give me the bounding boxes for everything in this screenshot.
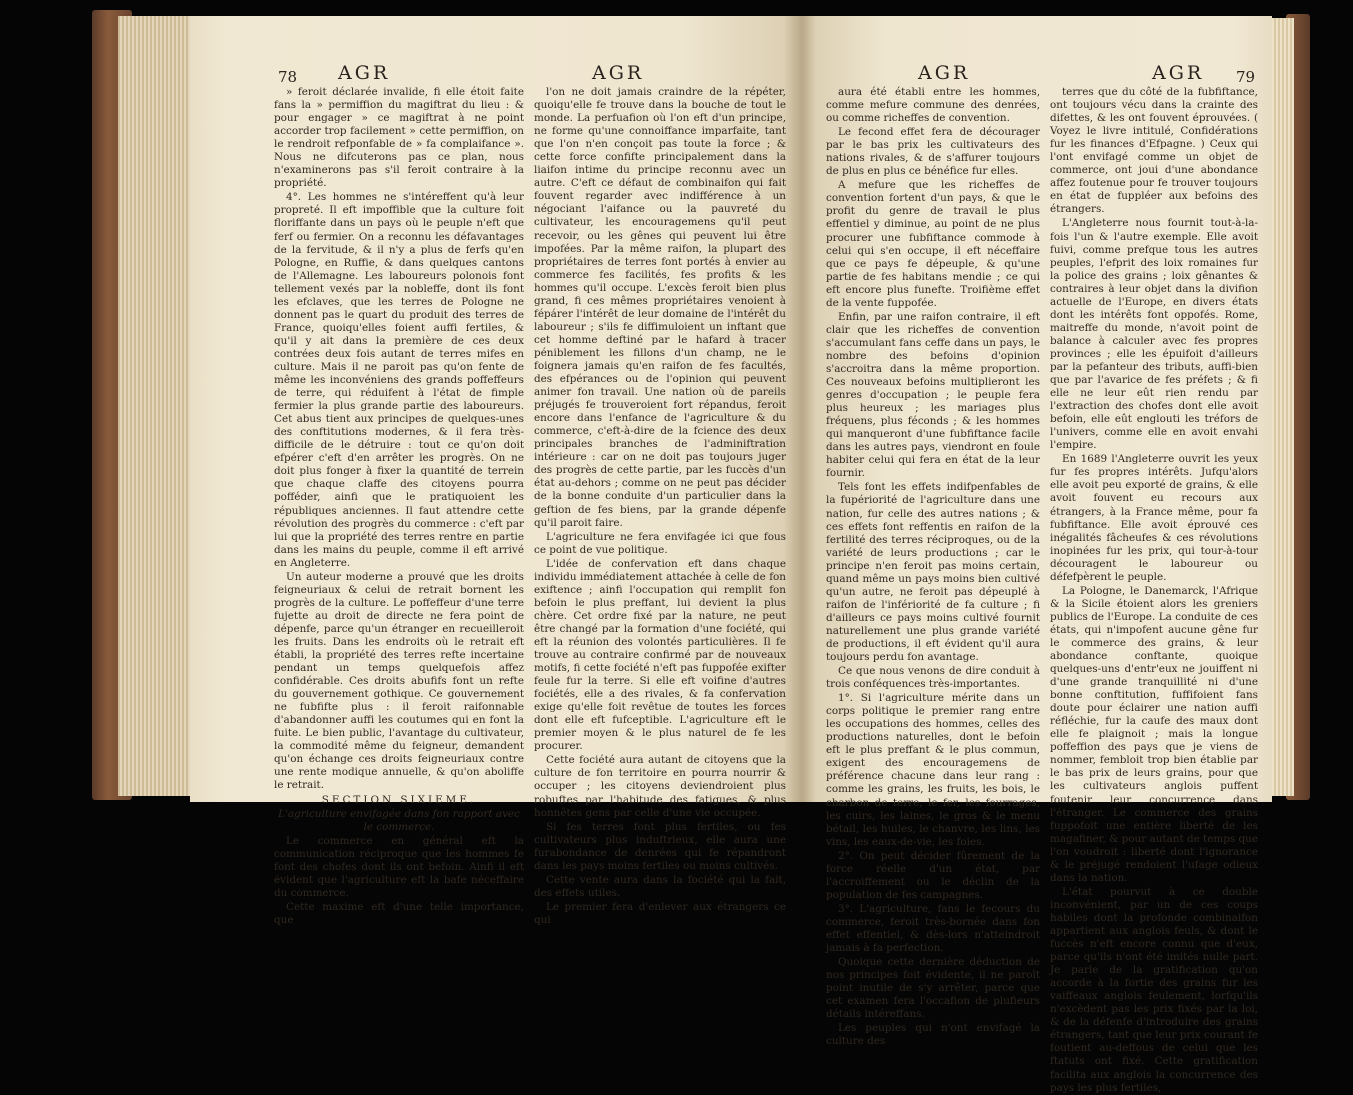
paragraph: l'on ne doit jamais craindre de la répéter, quoiqu'elle fe trouve dans la bouche de tout le monde. La perfuafion où l'on eft d'un principe, ne forme qu'une connoiffance imparfaite, tant que l'on n'en conçoit pas toute la force ; & cette force confifte principalement dans la liaifon intime du principe reconnu avec un autre. C'eft ce défaut de combinaifon qui fait fouvent regarder avec indifférence à un négociant l'aifance ou la pauvreté du cultivateur, les encouragemens qu'il peut recevoir, ou les gênes qui peuvent lui être impofées. Par la même raifon, la plupart des propriétaires de terres font portés à envier au commerce fes facilités, fes profits & les hommes qu'il occupe. L'excès feroit bien plus grand, fi ces mêmes propriétaires venoient à fépárer l'intérêt de leur domaine de l'intérêt du laboureur ; s'ils fe diffimuloient un inftant que cet homme deftiné par le hafard à tracer péniblement les fillons d'un champ, ne le foignera jamais qu'en raifon de fes facultés, des efpérances ou de l'opinion qui peuvent animer fon travail. Une nation où de pareils préjugés fe trouveroient fort répandus, feroit encore dans l'enfance de l'agriculture & du commerce, c'eft-à-dire de la fcience des deux principales branches de l'adminiftration intérieure : car on ne doit pas toujours juger des progrès de cette partie, par les fuccès d'un état au-dehors ; comme on ne peut pas décider de la bonne conduite d'un particulier dans la geftion de fes biens, par la grande dépenfe qu'il paroit faire. bbox=[534, 86, 786, 529]
paragraph: terres que du côté de la fubfiftance, ont toujours vécu dans la crainte des difettes, & les ont fouvent éprouvées. ( Voyez le livre intitulé, Confidérations fur les finances d'Efpagne. ) Ceux qui l'ont envifagé comme un objet de commerce, ont joui d'une abondance affez foutenue pour fe trouver toujours en état de fuppléer aux befoins des étrangers. bbox=[1050, 86, 1258, 216]
paragraph: La Pologne, le Danemarck, l'Afrique & la Sicile étoient alors les greniers publics de l'Europe. La conduite de ces états, qui n'impofent aucune gêne fur le commerce des grains, & leur abondance conftante, quoique quelques-uns d'entr'eux ne jouiffent ni d'une grande tranquillité ni d'une bonne conftitution, fuffifoient fans doute pour éclairer une nation auffi réfléchie, fur la caufe des maux dont elle fe plaignoit ; mais la longue poffeffion des pays que je viens de nommer, fembloit trop bien établie par le bas prix de leurs grains, pour que les cultivateurs anglois puffent foutenir leur concurrence dans l'étranger. Le commerce des grains fuppofoit une entière liberté de les magafiner, & pour autant de temps que l'on voudroit : liberté dont l'ignorance & le préjugé rendoient l'ufage odieux dans la nation. bbox=[1050, 584, 1259, 884]
section-title: SECTION SIXIEME. bbox=[321, 793, 477, 806]
running-header: AGR bbox=[592, 62, 645, 84]
paragraph: Quoique cette dernière déduction de nos principes foit évidente, il ne paroît point inutile de s'y arrêter, parce que cet examen fera l'occafion de plufieurs détails intéreffans. bbox=[826, 956, 1040, 1021]
page-number: 79 bbox=[1236, 68, 1256, 86]
paragraph: Tels font les effets indifpenfables de la fupériorité de l'agriculture dans une nation, fur celle des autres nations ; & ces effets font reffentis en raifon de la fertilité des terres réciproques, ou de la variété de leurs productions ; car le principe n'en feroit pas moins certain, quand même un pays moins bien cultivé qu'un autre, ne feroit pas dépeuplé à raifon de l'infériorité de fa culture ; fi d'ailleurs ce pays moins cultivé fournit naturellement une plus grande variété de productions, il eft évident qu'il aura toujours perdu fon avantage. bbox=[826, 481, 1040, 664]
paragraph: A mefure que les richeffes de convention fortent d'un pays, & que le profit du genre de travail le plus effentiel y diminue, au point de ne plus procurer une fubfiftance commode à celui qui s'en occupe, il eft néceffaire que ce pays fe dépeuple, & qu'une partie de fes habitans mendie ; ce qui eft encore plus funefte. Troifième effet de la vente fuppofée. bbox=[826, 179, 1040, 309]
paragraph: En 1689 l'Angleterre ouvrit les yeux fur fes propres intérêts. Jufqu'alors elle avoit peu exporté de grains, & elle avoit fouvent eu recours aux étrangers, à la France même, pour fa fubfiftance. Elle avoit éprouvé ces inégalités fâcheufes & ces révolutions inopinées fur les prix, qui tour-à-tour découragent le laboureur ou défefpèrent le peuple. bbox=[1050, 453, 1258, 583]
paragraph: 3°. L'agriculture, fans le fecours du commerce, feroit très-bornée dans fon effet effentiel, & dès-lors n'atteindroit jamais à fa perfection. bbox=[826, 902, 1040, 955]
left-column-1 bbox=[274, 86, 524, 926]
paragraph: Le premier fera d'enlever aux étrangers ce qui bbox=[534, 900, 786, 926]
paragraph: L'état pourvut à ce double inconvénient, par un de ces coups habiles dont la profonde combinaifon appartient aux anglois feuls, & dont le fuccès n'eft encore connu que d'eux, parce qu'ils n'ont été imités nulle part. Je parle de la gratification qu'on accorde à la fortie des grains fur les vaiffeaux anglois feulement, lorfqu'ils n'excèdent pas les prix fixés par la loi, & de la défenfe d'introduire des grains étrangers, tant que leur prix courant fe foutient au-deffous de celui que les ftatuts ont fixé. Cette gratification facilita aux anglois la concurrence des pays les plus fertiles, bbox=[1050, 885, 1258, 1094]
paragraph: » feroit déclarée invalide, fi elle étoit faite fans la » permiffion du magiftrat du lieu : & pour engager » ce magiftrat à ne point accorder trop facilement » cette permiffion, on le rendroit refponfable de » fa complaifance ». Nous ne difcuterons pas ce plan, nous n'examinerons pas s'il feroit contraire à la propriété. bbox=[274, 86, 524, 190]
left-page bbox=[190, 16, 802, 926]
paragraph: Les peuples qui n'ont envifagé la culture des bbox=[826, 1022, 1040, 1048]
page-number: 78 bbox=[278, 68, 298, 86]
right-column-1 bbox=[826, 86, 1040, 1048]
paragraph: Le fecond effet fera de décourager par le bas prix les cultivateurs des nations rivales, & de s'affurer toujours de plus en plus ce bénéfice fur elles. bbox=[826, 126, 1040, 178]
paragraph: aura été établi entre les hommes, comme mefure commune des denrées, ou comme richeffes de convention. bbox=[826, 86, 1040, 125]
open-book bbox=[92, 10, 1310, 1094]
paragraph: Ce que nous venons de dire conduit à trois conféquences très-importantes. bbox=[826, 665, 1040, 691]
paragraph: Un auteur moderne a prouvé que les droits feigneuriaux & celui de retrait bornent les progrès de la culture. Le poffeffeur d'une terre fujette au droit de directe ne fera point de dépenfe, parce qu'un étranger en recueilleroit les fruits. Dans les endroits où le retrait eft établi, la propriété des terres refte incertaine pendant un temps quelquefois affez confidérable. Ces droits abufifs font un refte du gouvernement gothique. Ce gouvernement ne fubfifte plus : il feroit raifonnable d'abandonner auffi les coutumes qui en font la fuite. Le bien public, l'avantage du cultivateur, la commodité même du feigneur, demandent qu'on échange ces droits feigneuriaux contre une rente modique annuelle, & qu'on aboliffe le retrait. bbox=[274, 570, 524, 792]
right-column-2 bbox=[1050, 86, 1259, 1094]
paragraph: Cette fociété aura autant de citoyens que la culture de fon territoire en pourra nourrir & occuper ; les citoyens deviendroient plus robuftes par l'habitude des fatigues, & plus honnêtes gens par celle d'une vie occupée. bbox=[534, 754, 786, 819]
paragraph: Cette maxime eft d'une telle importance, que bbox=[274, 900, 524, 926]
paragraph: 4°. Les hommes ne s'intéreffent qu'à leur propreté. Il eft impoffible que la culture foit floriffante dans un pays où le peuple n'eft que ferf ou fermier. On a reconnu les défavantages de la fervitude, & il n'y a plus de ferfs qu'en Pologne, en Ruffie, & dans quelques cantons de l'Allemagne. Les laboureurs polonois font tellement vexés par la nobleffe, dont ils font les efclaves, que les terres de Pologne ne donnent pas le quart du produit des terres de France, quoiqu'elles foient auffi fertiles, & qu'il y ait dans la première de ces deux contrées deux fois autant de terres mifes en culture. Mais il ne paroit pas qu'on fente de même les inconvéniens des grands poffeffeurs de terre, qui réduifent à l'état de fimple fermier la plus grande partie des laboureurs. Cet abus tient aux principes de quelques-unes des conftitutions modernes, & il fera très-difficile de le détruire : tout ce qu'on doit efpérer c'eft d'en arrêter les progrès. On ne doit plus fonger à fixer la quantité de terrein que chaque claffe des citoyens pourra pofféder, ainfi que le pratiquoient les républiques anciennes. Il faut attendre cette révolution des progrès du commerce : c'eft par lui que la propriété des terres rentre en partie dans les mains du peuple, comme il eft arrivé en Angleterre. bbox=[274, 191, 524, 569]
paragraph: Enfin, par une raifon contraire, il eft clair que les richeffes de convention s'accumulant fans ceffe dans un pays, le nombre des befoins d'opinion s'accroitra dans la même proportion. Ces nouveaux befoins multiplieront les genres d'occupation ; le peuple fera plus heureux ; les mariages plus fréquens, plus féconds ; & les hommes qui manqueront d'une fubfiftance facile dans les autres pays, viendront en foule habiter celui qui fera en état de la leur fournir. bbox=[826, 310, 1040, 480]
running-header: AGR bbox=[918, 62, 971, 84]
paragraph: 1°. Si l'agriculture mérite dans un corps politique le premier rang entre les occupations des hommes, celles des productions naturelles, dont le befoin eft le plus preffant & le plus commun, exigent des encouragemens de préférence chacune dans leur rang : comme les grains, les fruits, les bois, le charbon de terre, le fer, les fourrages, les cuirs, les laines, le gros & le menu bétail, les huiles, le chanvre, les lins, les vins, les eaux-de-vie, les foies. bbox=[826, 692, 1040, 848]
paragraph: Si fes terres font plus fertiles, ou fes cultivateurs plus induftrieux, elle aura une furabondance de denrées qui fe répandront dans les pays moins fertiles ou moins cultivés. bbox=[534, 820, 786, 872]
running-header: AGR bbox=[1152, 62, 1205, 84]
page-edges-left bbox=[118, 16, 192, 796]
paragraph: Cette vente aura dans la fociété qui la fait, des effets utiles. bbox=[534, 873, 786, 899]
paragraph: 2°. On peut décider fûrement de la force réelle d'un état, par l'accroiffement ou le déclin de la population de fes campagnes. bbox=[826, 849, 1040, 901]
paragraph: L'idée de confervation eft dans chaque individu immédiatement attachée à celle de fon exiftence ; ainfi l'occupation qui remplit fon befoin le plus preffant, lui devient la plus chère. Cet ordre fixé par la nature, ne peut être changé par la formation d'une fociété, qui eft la réunion des volontés particulières. Il fe trouve au contraire confirmé par de nouveaux motifs, fi cette fociété n'eft pas fuppofée exifter feule fur la terre. Si elle eft voifine d'autres fociétés, elle a des rivales, & fa confervation exige qu'elle foit revêtue de toutes les forces dont elle eft fufceptible. L'agriculture eft le premier moyen & le plus naturel de fe les procurer. bbox=[534, 557, 786, 753]
paragraph: Le commerce en général eft la communication réciproque que les hommes fe font des chofes dont ils ont befoin. Ainfi il eft évident que l'agriculture eft la bafe néceffaire du commerce. bbox=[274, 834, 524, 899]
paragraph: L'Angleterre nous fournit tout-à-la-fois l'un & l'autre exemple. Elle avoit fuivi, comme prefque tous les autres peuples, l'efprit des loix romaines fur la police des grains ; loix gênantes & contraires à leur objet dans la divifion actuelle de l'Europe, en divers états dont les intérêts font oppofés. Rome, maitreffe du monde, n'avoit point de balance à calculer avec fes propres provinces ; elle les épuifoit d'ailleurs par la pefanteur des tributs, auffi-bien que par l'avarice de fes préfets ; & fi elle ne leur eût rien rendu par l'extraction des chofes dont elle avoit befoin, elle eût englouti les tréfors de l'univers, comme elle en avoit envahi l'empire. bbox=[1050, 217, 1258, 452]
paragraph: L'agriculture ne fera envifagée ici que fous ce point de vue politique. bbox=[534, 530, 786, 556]
right-page bbox=[802, 16, 1272, 1094]
left-column-2 bbox=[534, 86, 786, 926]
section-subtitle: L'agriculture envifagée dans fon rapport avec le commerce. bbox=[278, 807, 520, 833]
running-header: AGR bbox=[338, 62, 391, 84]
